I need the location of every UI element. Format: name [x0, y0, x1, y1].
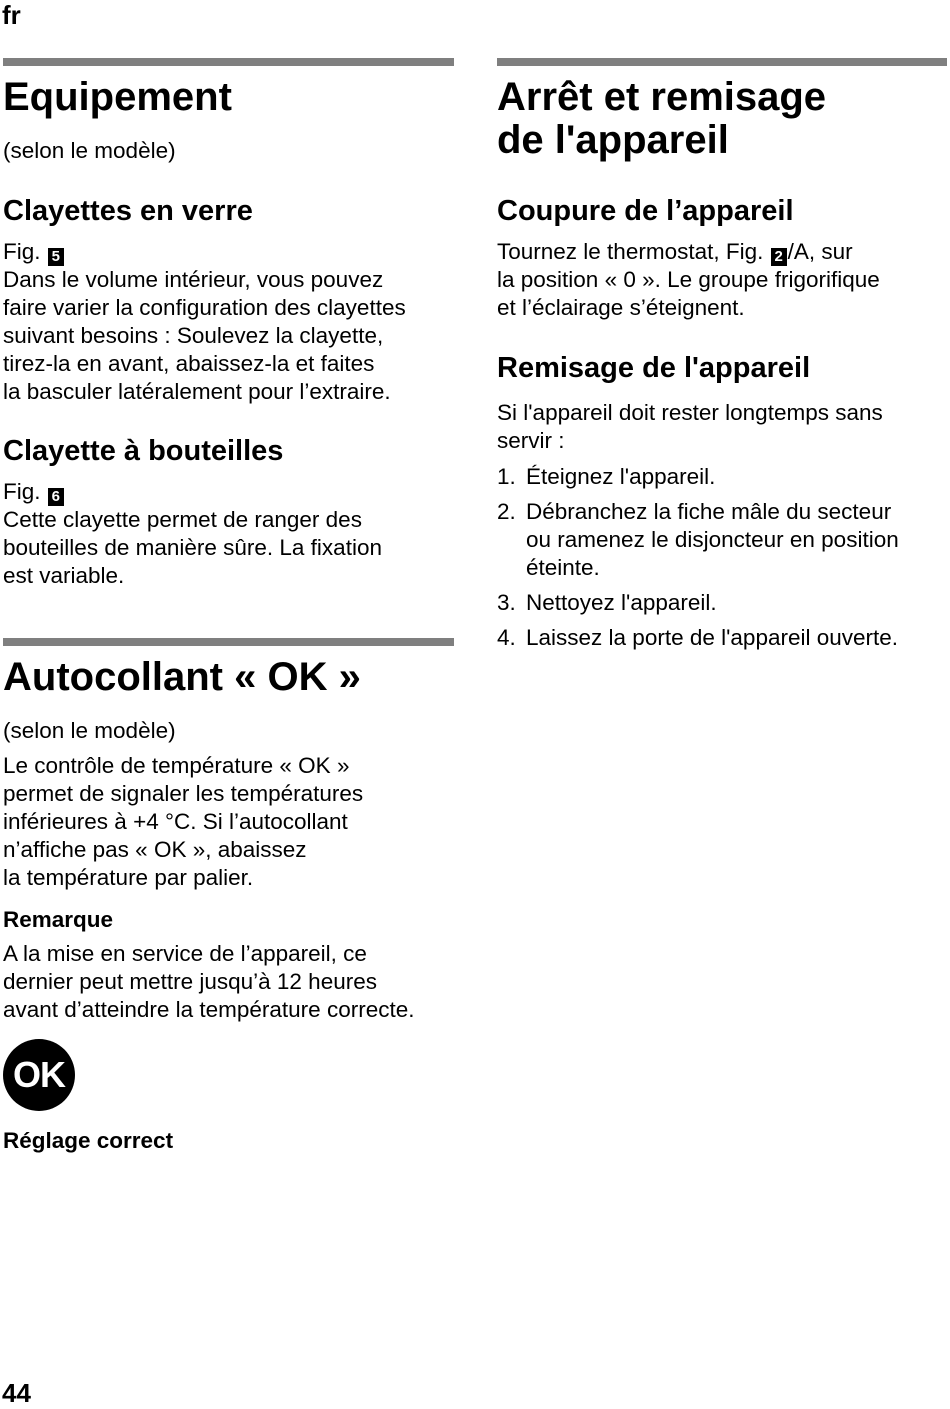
figure-number-badge: 5: [48, 248, 64, 266]
section-rule-autocollant: [3, 638, 454, 646]
step-number: 4.: [497, 625, 516, 650]
text-line: Nettoyez l'appareil.: [526, 590, 717, 615]
text-line: n’affiche pas « OK », abaissez: [3, 837, 307, 862]
text-line: la basculer latéralement pour l’extraire.: [3, 379, 391, 404]
text-line: Dans le volume intérieur, vous pouvez: [3, 267, 384, 292]
title-line: Arrêt et remisage: [497, 75, 827, 119]
figure-reference: Fig. 6: [3, 478, 458, 506]
section-title-arret-et-remisage: [497, 76, 826, 162]
heading-coupure: Coupure de l’appareil: [497, 195, 794, 227]
page-number: 44: [2, 1378, 31, 1408]
section-title-autocollant: Autocollant « OK »: [3, 655, 361, 699]
text-line: A la mise en service de l’appareil, ce: [3, 941, 367, 966]
storage-intro: [497, 399, 947, 455]
text-line: dernier peut mettre jusqu’à 12 heures: [3, 969, 377, 994]
ok-badge-caption: Réglage correct: [3, 1128, 174, 1153]
heading-clayettes-en-verre: Clayettes en verre: [3, 195, 253, 227]
text-line: suivant besoins : Soulevez la clayette,: [3, 323, 384, 348]
text-line: est variable.: [3, 563, 125, 588]
text-line: permet de signaler les températures: [3, 781, 364, 806]
list-item: [497, 463, 947, 491]
text-line: inférieures à +4 °C. Si l’autocollant: [3, 809, 348, 834]
bottle-shelf-text: [3, 478, 458, 590]
shutdown-text: [497, 238, 947, 322]
equipement-subtitle: (selon le modèle): [3, 138, 176, 163]
list-item: [497, 624, 947, 652]
text-line: faire varier la configuration des clayettes: [3, 295, 406, 320]
text-line: éteinte.: [526, 555, 600, 580]
text-line: servir :: [497, 428, 565, 453]
text-line: Le contrôle de température « OK »: [3, 753, 350, 778]
step-number: 1.: [497, 464, 516, 489]
autocollant-subtitle: (selon le modèle): [3, 718, 176, 743]
text-line: Éteignez l'appareil.: [526, 464, 716, 489]
glass-shelves-text: [3, 238, 458, 406]
section-rule-equipement: [3, 58, 454, 66]
step-number: 2.: [497, 499, 516, 524]
text-line: ou ramenez le disjoncteur en position: [526, 527, 899, 552]
ok-badge-icon: OK: [3, 1039, 75, 1111]
text-line: bouteilles de manière sûre. La fixation: [3, 535, 382, 560]
heading-remisage: Remisage de l'appareil: [497, 352, 811, 384]
list-item: [497, 498, 947, 582]
step-number: 3.: [497, 590, 516, 615]
text-line: Cette clayette permet de ranger des: [3, 507, 362, 532]
note-text: [3, 940, 463, 1024]
section-rule-arret: [497, 58, 947, 66]
text-line: Tournez le thermostat, Fig. 2 /A, sur: [497, 239, 853, 265]
list-item: [497, 589, 947, 617]
figure-reference: Fig. 5: [3, 238, 458, 266]
storage-steps-list: [497, 463, 947, 659]
text-line: la température par palier.: [3, 865, 254, 890]
text-line: avant d’atteindre la température correcte.: [3, 997, 415, 1022]
title-line: de l'appareil: [497, 118, 729, 162]
text-line: Débranchez la fiche mâle du secteur: [526, 499, 892, 524]
note-heading: Remarque: [3, 907, 114, 932]
text-line: la position « 0 ». Le groupe frigorifique: [497, 267, 880, 292]
language-label: fr: [2, 0, 21, 30]
text-line: tirez-la en avant, abaissez-la et faites: [3, 351, 375, 376]
text-line: Laissez la porte de l'appareil ouverte.: [526, 625, 899, 650]
figure-number-badge: 6: [48, 488, 64, 506]
figure-number-badge: 2: [771, 248, 787, 266]
text-line: et l’éclairage s’éteignent.: [497, 295, 745, 320]
text-line: Si l'appareil doit rester longtemps sans: [497, 400, 883, 425]
heading-clayette-a-bouteilles: Clayette à bouteilles: [3, 435, 284, 467]
ok-sticker-text: [3, 752, 458, 892]
section-title-equipement: Equipement: [3, 75, 232, 119]
